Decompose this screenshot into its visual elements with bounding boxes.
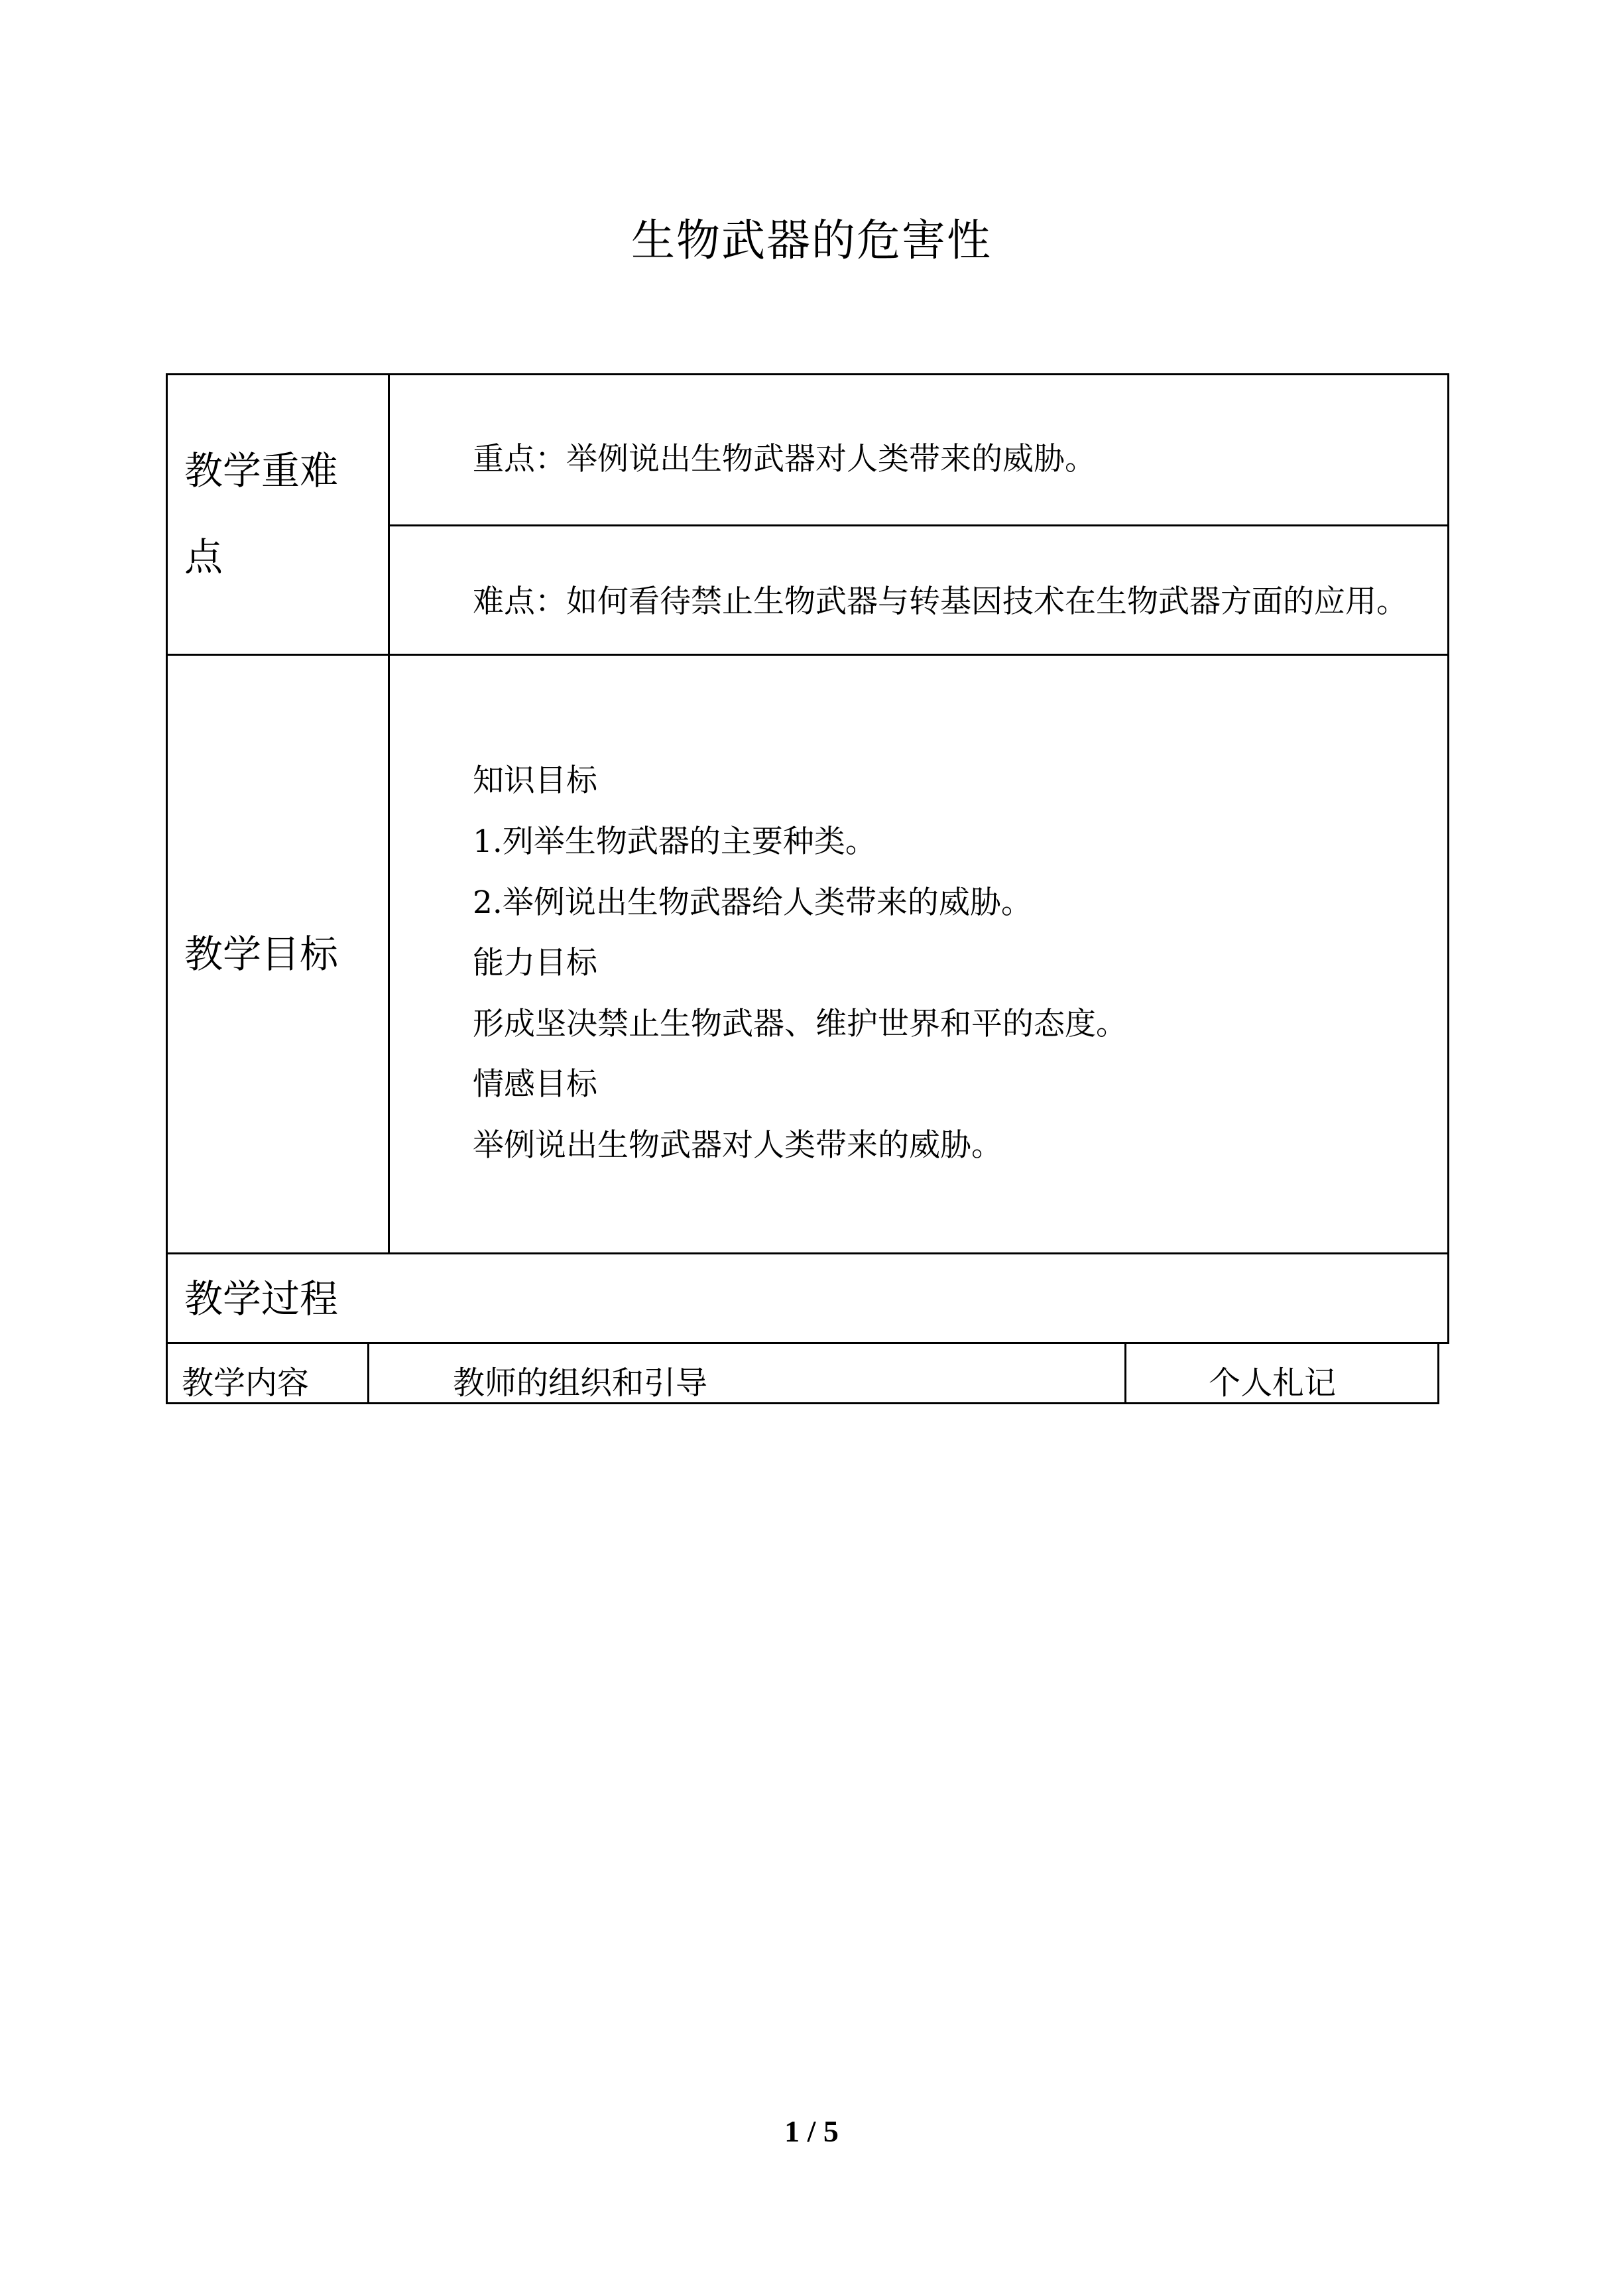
ability-item: 形成坚决禁止生物武器、维护世界和平的态度。: [473, 1006, 1127, 1042]
page-title: 生物武器的危害性: [631, 215, 992, 266]
column-header-content: 教学内容: [182, 1364, 310, 1402]
emotion-heading: 情感目标: [473, 1066, 597, 1103]
table-border-left: [166, 373, 168, 1404]
difficult-point-text: 难点：如何看待禁止生物武器与转基因技术在生物武器方面的应用。: [473, 583, 1408, 620]
table-divider-difficulty: [166, 654, 1449, 656]
process-label: 教学过程: [184, 1276, 339, 1321]
header-divider-1: [367, 1342, 369, 1404]
page-number: 1 / 5: [784, 2114, 839, 2148]
knowledge-heading: 知识目标: [473, 762, 597, 799]
header-border-right: [1437, 1342, 1439, 1404]
column-header-notes: 个人札记: [1209, 1364, 1337, 1402]
table-divider-process: [166, 1342, 1449, 1344]
table-divider-objectives: [166, 1252, 1449, 1254]
ability-heading: 能力目标: [473, 945, 597, 981]
table-border-right: [1447, 373, 1449, 1344]
table-label-divider: [388, 373, 390, 1254]
emotion-item: 举例说出生物武器对人类带来的威胁。: [473, 1127, 1002, 1164]
table-divider-keypoint: [388, 524, 1449, 526]
knowledge-item-2: 2.举例说出生物武器给人类带来的威胁。: [473, 884, 1032, 921]
knowledge-item-1: 1.列举生物武器的主要种类。: [473, 823, 876, 860]
objectives-label: 教学目标: [184, 932, 339, 977]
difficulty-label-line2: 点: [184, 534, 223, 579]
table-border-top: [166, 373, 1449, 375]
difficulty-label-line1: 教学重难: [184, 448, 339, 493]
key-point-text: 重点：举例说出生物武器对人类带来的威胁。: [473, 441, 1096, 477]
header-divider-2: [1124, 1342, 1126, 1404]
column-header-teacher: 教师的组织和引导: [453, 1364, 708, 1402]
